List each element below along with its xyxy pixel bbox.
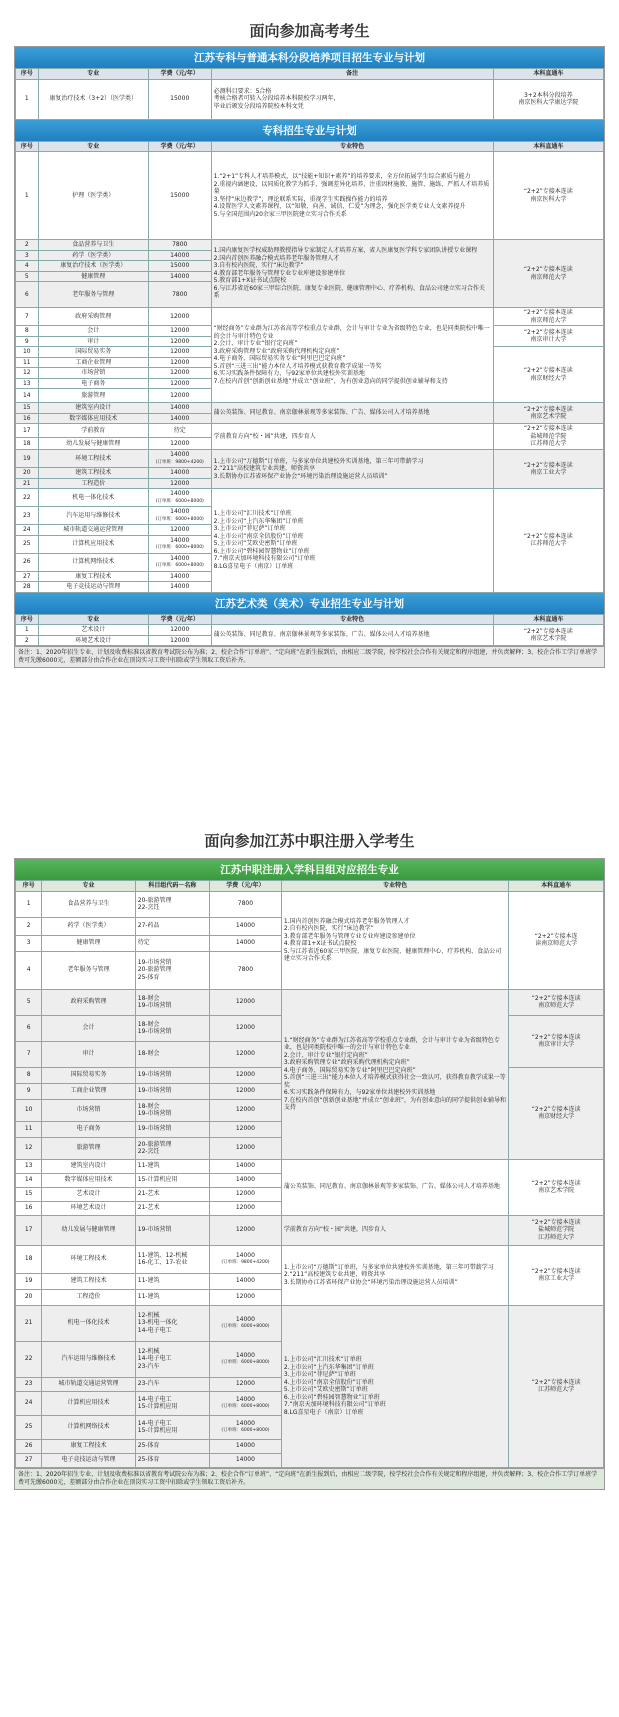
cell-no: 14 [16,389,39,403]
cell-fee: 14000 [209,1439,281,1453]
cell-code: 12-机械 13-机电一体化 14-电子电工 [135,1305,209,1341]
cell-bachelor: “2+2”专接本连读 南京财经大学 [493,347,603,403]
cell-no: 21 [16,478,39,489]
cell-bachelor: “2+2”专接本连读 南京艺术学院 [493,403,603,424]
col-header: 专业 [42,881,135,892]
cell-no: 4 [16,951,42,989]
cell-no: 26 [16,1439,42,1453]
cell-fee: 待定 [148,424,211,438]
cell-major: 汽车运用与维修技术 [38,507,148,525]
cell-code: 11-建筑 [135,1273,209,1289]
cell-no: 13 [16,1159,42,1173]
cell-code: 21-艺术 [135,1201,209,1215]
cell-major: 机电一体化技术 [38,489,148,507]
cell-no: 9 [16,336,39,347]
col-header: 学费（元/年） [148,69,211,80]
cell-major: 计算机应用技术 [42,1391,135,1415]
cell-major: 市场营销 [38,368,148,379]
cell-no: 19 [16,1273,42,1289]
cell-fee: 12000 [209,1015,281,1041]
cell-no: 16 [16,413,39,424]
cell-fee: 12000 [209,1215,281,1245]
cell-major: 政府采购管理 [42,989,135,1015]
cell-major: 市场营销 [42,1099,135,1121]
cell-fee: 12000 [148,368,211,379]
col-header: 序号 [16,141,39,152]
cell-major: 食品营养与卫生 [38,240,148,251]
cell-bachelor: 3+2本科分段培养 南京医科大学康达学院 [493,79,603,119]
cell-fee: 14000 [148,250,211,261]
cell-fee: 12000 [148,326,211,337]
cell-no: 6 [16,282,39,308]
col-header: 科目组代码－名称 [135,881,209,892]
cell-no: 22 [16,489,39,507]
footnote: 备注：1、2020年招生专业、计划及收费标准以省教育考试院公布为准；2、校企合作“订单班”、“定向班”在新生报到后，由相应二级学院，按学校社会合作有关规定和程序组建，并负责解释；3、校企合作工学订单班学费可先缴6000元，差额部分由合作企业在顶岗实习工资中扣除或学生领取工资后补齐。 [15,1468,604,1489]
cell-feature: 1.上市公司“万德斯”订单班，与多家单位共建校外实训基地，第三年可带薪学习 2.“211”高校建筑专业共建，师资共享 3.长期协办江苏省环保产业协会“环境污染治理设施运营人员培训” [281,1245,509,1305]
cell-major: 汽车运用与维修技术 [42,1341,135,1377]
cell-fee [148,535,211,553]
cell-no: 6 [16,1015,42,1041]
cell-fee: 14000 [209,1159,281,1173]
cell-fee [209,1305,281,1341]
cell-code: 21-艺术 [135,1187,209,1201]
specialty-table [15,141,604,593]
cell-major: 建筑室内设计 [42,1159,135,1173]
cell-fee: 12000 [209,1289,281,1305]
cell-no: 3 [16,250,39,261]
cell-major: 工程造价 [38,478,148,489]
section-banner: 江苏专科与普通本科分段培养项目招生专业与计划 [15,47,604,68]
col-header: 本科直通车 [493,614,603,625]
cell-no: 10 [16,347,39,358]
cell-fee [148,507,211,525]
cell-bachelor: “2+2”专接本连读 南京师范大学 [509,989,604,1015]
cell-major: 药学（医学类） [38,250,148,261]
cell-fee: 7800 [148,240,211,251]
cell-fee: 14000 [209,935,281,951]
cell-no: 5 [16,989,42,1015]
cell-no: 3 [16,935,42,951]
cell-major: 电子商务 [42,1121,135,1137]
cell-bachelor: “2+2”专接本连读 南京医科大学 [493,152,603,240]
cell-no: 24 [16,1391,42,1415]
cell-no: 15 [16,403,39,414]
cell-bachelor: “2+2”专接本连读 南京师范大学 [493,308,603,326]
cell-code: 18-财会 19-市场营销 [135,1099,209,1121]
cell-no: 23 [16,507,39,525]
segmented-table [15,68,604,120]
page-title: 面向参加高考考生 [249,22,370,40]
cell-fee [148,450,211,468]
cell-major: 电子竞技运动与管理 [38,582,148,593]
fee-note: (订单班：6000+8000) [155,516,204,522]
cell-major: 数字媒体应用技术 [42,1173,135,1187]
cell-bachelor: “2+2”专接本连读 南京师范大学 [493,240,603,308]
cell-fee: 12000 [148,347,211,358]
col-header: 学费（元/年） [148,614,211,625]
cell-code: 14-电子电工 15-计算机应用 [135,1391,209,1415]
cell-code: 18-财会 19-市场营销 [135,989,209,1015]
cell-no: 18 [16,1245,42,1273]
cell-major: 会计 [38,326,148,337]
cell-major: 康复工程技术 [38,571,148,582]
cell-no: 27 [16,571,39,582]
cell-no: 23 [16,1377,42,1391]
cell-fee: 12000 [148,336,211,347]
fee-note: (订单班：6000+8000) [221,1324,270,1329]
cell-no: 13 [16,378,39,389]
col-header: 序号 [16,614,39,625]
fee-note: (订单班：6000+8000) [155,545,204,550]
cell-fee [209,1415,281,1439]
cell-no: 28 [16,582,39,593]
cell-bachelor: “2+2”专接本连 读南京师范大学 [509,891,604,989]
cell-no: 18 [16,438,39,450]
cell-no: 7 [16,308,39,326]
cell-major: 康复工程技术 [42,1439,135,1453]
col-header: 专业特色 [281,881,509,892]
cell-no: 2 [16,917,42,935]
cell-fee: 12000 [148,635,211,646]
cell-no: 2 [16,240,39,251]
cell-fee: 14000 [209,1173,281,1187]
col-header: 本科直通车 [493,69,603,80]
col-header: 专业特色 [211,614,493,625]
cell-fee: 12000 [209,1099,281,1121]
cell-fee: 12000 [148,525,211,536]
cell-no: 19 [16,450,39,468]
cell-fee: 7800 [148,282,211,308]
cell-fee: 12000 [209,1121,281,1137]
fee-value: 14000 [170,490,190,497]
cell-major: 工程造价 [42,1289,135,1305]
cell-bachelor: “2+2”专接本连读 南京审计大学 [493,326,603,347]
fee-value: 14000 [170,554,190,562]
cell-major: 康复治疗技术（3+2）（医学类） [38,79,148,119]
cell-no: 21 [16,1305,42,1341]
fee-value: 14000 [235,1419,255,1427]
cell-no: 5 [16,271,39,282]
fee-value: 14000 [235,1251,255,1259]
cell-fee: 7800 [209,951,281,989]
cell-fee: 12000 [148,438,211,450]
cell-no: 20 [16,1289,42,1305]
cell-feature: 1.上市公司“汇川技术”订单班 2.上市公司“上汽东华集团”订单班 3.上市公司“菲尼萨”订单班 4.上市公司“南京全信股份”订单班 5.上市公司“艾欧史密斯”订单班 6.上市公司“碧桂园智慧物业”订单班 7.“南京天加环境科技有限公司”订单班 8.LG喜星电子（南京）订单班 [281,1305,509,1467]
cell-major: 康复治疗技术（医学类） [38,261,148,272]
cell-fee: 14000 [148,468,211,479]
cell-fee: 12000 [209,1187,281,1201]
cell-no: 11 [16,1121,42,1137]
cell-major: 环境艺术设计 [38,635,148,646]
cell-major: 国际贸易实务 [38,347,148,358]
cell-no: 7 [16,1041,42,1067]
cell-fee [148,553,211,571]
cell-major: 电子竞技运动与管理 [42,1453,135,1467]
cell-fee: 12000 [209,1067,281,1083]
fee-note: (订单班：6000+8000) [155,498,204,504]
cell-code: 18-财会 19-市场营销 [135,1015,209,1041]
cell-no: 22 [16,1341,42,1377]
cell-major: 幼儿发展与健康管理 [38,438,148,450]
cell-fee: 12000 [209,1201,281,1215]
cell-code: 23-汽车 [135,1377,209,1391]
cell-code: 14-电子电工 15-计算机应用 [135,1415,209,1439]
cell-bachelor: “2+2”专接本连读 盐城师范学院 江苏师范大学 [493,424,603,450]
cell-major: 旅游管理 [38,389,148,403]
cell-code: 15-计算机应用 [135,1173,209,1187]
cell-fee [209,1341,281,1377]
cell-fee: 14000 [148,271,211,282]
fee-note: (订单班：6000+8000) [221,1428,270,1433]
cell-no: 2 [16,635,39,646]
cell-no: 27 [16,1453,42,1467]
fee-value: 14000 [235,1315,255,1323]
section-banner: 江苏艺术类（美术）专业招生专业与计划 [15,593,604,614]
cell-major: 健康管理 [38,271,148,282]
cell-fee: 12000 [148,308,211,326]
section-banner: 专科招生专业与计划 [15,120,604,141]
cell-major: 数字媒体应用技术 [38,413,148,424]
cell-major: 电子商务 [38,378,148,389]
cell-fee [148,489,211,507]
fee-value: 14000 [235,1351,255,1359]
cell-no: 25 [16,535,39,553]
fee-value: 14000 [170,508,190,515]
cell-major: 护理（医学类） [38,152,148,240]
cell-no: 20 [16,468,39,479]
cell-fee: 15000 [148,261,211,272]
cell-remark: 必测科目要求：5合格 考核合格者可转入分段培养本科院校学习两年， 毕业后颁发分段培养院校本科文凭 [211,79,493,119]
cell-fee: 14000 [209,1453,281,1467]
cell-fee: 12000 [148,389,211,403]
cell-feature: 蒲公英装饰、同尼教育、南京伽林景观等多家装饰、广告、媒体公司人才培养基地 [281,1159,509,1215]
cell-code: 12-机械 14-电子电工 23-汽车 [135,1341,209,1377]
cell-fee: 14000 [209,917,281,935]
cell-major: 审计 [38,336,148,347]
cell-fee: 15000 [148,79,211,119]
page-title: 面向参加江苏中职注册入学考生 [204,832,415,850]
cell-feature: 蒲公英装饰、同尼教育、南京伽林景观等多家装饰、广告、媒体公司人才培养基地 [211,625,493,646]
footnote: 备注：1、2020年招生专业、计划及收费标准以省教育考试院公布为准；2、校企合作“订单班”、“定向班”在新生报到后，由相应二级学院，按学校社会合作有关规定和程序组建，并负责解释；3、校企合作工学订单班学费可先缴6000元，差额部分由合作企业在顶岗实习工资中扣除或学生领取工资后补齐。 [15,646,604,667]
col-header: 本科直通车 [493,141,603,152]
cell-code: 19-市场营销 [135,1215,209,1245]
cell-no: 14 [16,1173,42,1187]
cell-no: 24 [16,525,39,536]
fee-value: 14000 [235,1395,255,1403]
cell-code: 20-旅游管理 22-烹饪 [135,891,209,917]
cell-major: 计算机网络技术 [42,1415,135,1439]
cell-no: 16 [16,1201,42,1215]
cell-no: 26 [16,553,39,571]
cell-code: 11-建筑、12-机械 16-化工、17-农业 [135,1245,209,1273]
fee-note: (订单班：6000+8000) [155,563,204,568]
col-header: 本科直通车 [509,881,604,892]
cell-major: 会计 [42,1015,135,1041]
cell-major: 老年服务与管理 [38,282,148,308]
cell-code: 19-市场营销 [135,1121,209,1137]
cell-feature: 学前教育方向“校・园”共建，四步育人 [281,1215,509,1245]
cell-code: 25-体育 [135,1453,209,1467]
cell-major: 城市轨道交通运营管理 [38,525,148,536]
cell-major: 环境工程技术 [38,450,148,468]
cell-major: 机电一体化技术 [42,1305,135,1341]
col-header: 序号 [16,881,42,892]
cell-fee: 15000 [148,152,211,240]
cell-code: 18-财会 [135,1041,209,1067]
cell-no: 17 [16,1215,42,1245]
col-header: 专业 [38,141,148,152]
cell-feature: 1.国内首创医养融合模式培养老年服务管理人才 2.自有校内医院，实行“床边教学” 3.教育部老年服务与管理专业专业库建设参建单位 4.教育部1+X证书试点院校 5.与江苏省近60家三甲医院、康复专业医院、健康管理中心、疗养机构、食品公司建立实习合作关系 [281,891,509,989]
cell-bachelor: “2+2”专接本连读 盐城师范学院 江苏师范大学 [509,1215,604,1245]
cell-fee: 7800 [209,891,281,917]
col-header: 学费（元/年） [209,881,281,892]
cell-feature: 1.“2+1”专科人才培养模式，以“技能+知识+素养”的培养要求，全方位拓展学生综合素质与能力 2.重视内涵建设，以同质化教学为抓手，强调差异化培养，注重因材施教、施管、施练，严抓人才培养质量 3.坚持“床边教学”，理论联系实际，重视学生实践操作能力的培养 4.设置医学人文素养课程，以“知敬、向善、诚信、仁爱”为理念，强化医学类专业人文素养提升 5.与全国范围内20余家三甲医院建立实习合作关系 [211,152,493,240]
cell-bachelor: “2+2”专接本连读 南京艺术学院 [509,1159,604,1215]
cell-fee: 12000 [148,478,211,489]
cell-major: 城市轨道交通运营管理 [42,1377,135,1391]
cell-feature: 蒲公英装饰、同尼教育、南京伽林景观等多家装饰、广告、媒体公司人才培养基地 [211,403,493,424]
cell-no: 17 [16,424,39,438]
cell-no: 9 [16,1083,42,1099]
cell-feature: 1.国内康复医学权威助理教授指导专家制定人才培养方案，省人医康复医学科专家团队讲授专业课程 2.国内首创医养融合模式培养老年服务管理人才 3.自有校内医院，实行“床边教学” 4.教育部老年服务与管理专业专业库建设参建单位 5.教育部1+X证书试点院校 6.与江苏省近60家三甲综合医院、康复专业医院、健康管理中心、疗养机构、食品公司建立实习合作关系 [211,240,493,308]
cell-major: 计算机网络技术 [38,553,148,571]
cell-code: 11-建筑 [135,1159,209,1173]
cell-code: 27-药品 [135,917,209,935]
col-header: 专业 [38,69,148,80]
cell-major: 建筑工程技术 [42,1273,135,1289]
cell-major: 建筑工程技术 [38,468,148,479]
fee-note: (订单班：9800+4200) [221,1260,270,1265]
zhongzhi-block [14,858,605,1490]
cell-fee: 12000 [209,1377,281,1391]
cell-fee: 12000 [209,1083,281,1099]
cell-fee: 14000 [148,403,211,414]
fee-value: 14000 [170,536,190,544]
gaokao-block [14,46,605,668]
cell-fee: 14000 [148,571,211,582]
cell-major: 艺术设计 [38,625,148,636]
cell-feature: “财经商务”专业群为江苏省高等学校重点专业群，会计与审计专业为省级特色专业，也是同类院校中唯一的会计与审计特色专业 2.会计、审计专业“银行定向班” 3.政府采购管理专业“政府采购代理机构定向班” 4.电子商务、国际贸易实务专业“阿里巴巴定向班” 5.首创“三进三出”能力本位人才培养模式获教育教学成果一等奖 6.实习实践条件保障有力，与92家单位共建校外实训基地 7.在校内首创“创新创业基地”并成立“创业班”，为有创业意向的同学提供创业辅导和支持 [211,308,493,403]
cell-feature: 1.上市公司“万德斯”订单班，与多家单位共建校外实训基地，第三年可带薪学习 2.“211”高校建筑专业共建，师资共享 3.长期协办江苏省环保产业协会“环境污染治理设施运营人员培训” [211,450,493,489]
cell-fee: 12000 [148,357,211,368]
cell-major: 健康管理 [42,935,135,951]
cell-feature: 学前教育方向“校・园”共建，四步育人 [211,424,493,450]
cell-bachelor: “2+2”专接本连读 南京财经大学 [509,1067,604,1159]
cell-bachelor: “2+2”专接本连读 南京工业大学 [493,450,603,489]
cell-major: 审计 [42,1041,135,1067]
cell-major: 旅游管理 [42,1137,135,1159]
cell-no: 15 [16,1187,42,1201]
cell-code: 20-旅游管理 22-烹饪 [135,1137,209,1159]
cell-no: 1 [16,152,39,240]
cell-major: 工商企业管理 [38,357,148,368]
section-banner: 江苏中职注册入学科目组对应招生专业 [15,859,604,880]
cell-no: 1 [16,79,39,119]
cell-fee: 14000 [148,413,211,424]
cell-bachelor: “2+2”专接本连读 南京审计大学 [509,1015,604,1067]
cell-major: 计算机应用技术 [38,535,148,553]
cell-bachelor: “2+2”专接本连读 江苏师范大学 [509,1305,604,1467]
col-header: 专业 [38,614,148,625]
cell-no: 8 [16,1067,42,1083]
cell-major: 环境艺术设计 [42,1201,135,1215]
cell-code: 19-市场营销 [135,1067,209,1083]
cell-fee: 12000 [209,989,281,1015]
cell-no: 8 [16,326,39,337]
cell-fee: 12000 [209,1137,281,1159]
cell-fee: 14000 [148,582,211,593]
fee-note: (订单班：6000+8000) [221,1360,270,1365]
cell-fee: 12000 [148,378,211,389]
fee-note: (订单班：9800+4200) [155,459,204,465]
col-header: 备注 [211,69,493,80]
cell-bachelor: “2+2”专接本连读 南京艺术学院 [493,625,603,646]
col-header: 序号 [16,69,39,80]
cell-no: 12 [16,368,39,379]
cell-major: 环境工程技术 [42,1245,135,1273]
cell-major: 学前教育 [38,424,148,438]
cell-major: 国际贸易实务 [42,1067,135,1083]
cell-bachelor: “2+2”专接本连读 江苏师范大学 [493,489,603,593]
cell-major: 食品营养与卫生 [42,891,135,917]
cell-fee: 12000 [148,625,211,636]
cell-code: 11-建筑 [135,1289,209,1305]
cell-fee [209,1391,281,1415]
cell-no: 4 [16,261,39,272]
col-header: 学费（元/年） [148,141,211,152]
cell-code: 19-市场营销 20-旅游管理 25-体育 [135,951,209,989]
fee-note: (订单班：6000+8000) [221,1404,270,1409]
cell-major: 建筑室内设计 [38,403,148,414]
cell-major: 老年服务与管理 [42,951,135,989]
cell-feature: 1.上市公司“汇川技术”订单班 2.上市公司“上汽东华集团”订单班 3.上市公司“菲尼萨”订单班 4.上市公司“南京全信股份”订单班 5.上市公司“艾欧史密斯”订单班 6.上市公司“碧桂园智慧物业”订单班 7.“南京天加环境科技有限公司”订单班 8.LG喜星电子（南京）订单班 [211,489,493,593]
cell-no: 11 [16,357,39,368]
art-table [15,614,604,647]
cell-fee [209,1245,281,1273]
cell-major: 工商企业管理 [42,1083,135,1099]
cell-no: 10 [16,1099,42,1121]
cell-no: 12 [16,1137,42,1159]
cell-no: 25 [16,1415,42,1439]
cell-feature: 1.“财经商务”专业群为江苏省高等学校重点专业群，会计与审计专业为省级特色专业，也是同类院校中唯一的会计与审计特色专业 2.会计、审计专业“银行定向班” 3.政府采购管理专业“政府采购代理机构定向班” 4.电子商务、国际贸易实务专业“阿里巴巴定向班” 5.首创“三进三出”能力本位人才培养模式获得社会一致认可，获得教育教学成果一等奖 6.实习实践条件保障有力，与92家单位共建校外实训基地 7.在校内首创“创新创业基地”并成立“创业班”，为有创业意向的同学提供创业辅导和支持 [281,989,509,1159]
cell-code: 19-市场营销 [135,1083,209,1099]
cell-major: 艺术设计 [42,1187,135,1201]
cell-code: 25-体育 [135,1439,209,1453]
cell-no: 1 [16,625,39,636]
cell-major: 药学（医学类） [42,917,135,935]
cell-fee: 14000 [209,1273,281,1289]
cell-major: 政府采购管理 [38,308,148,326]
cell-no: 1 [16,891,42,917]
cell-major: 幼儿发展与健康管理 [42,1215,135,1245]
col-header: 专业特色 [211,141,493,152]
cell-code: 待定 [135,935,209,951]
fee-value: 14000 [170,451,190,458]
cell-fee: 12000 [209,1041,281,1067]
cell-bachelor: “2+2”专接本连读 南京工业大学 [509,1245,604,1305]
zhongzhi-table [15,880,604,1468]
